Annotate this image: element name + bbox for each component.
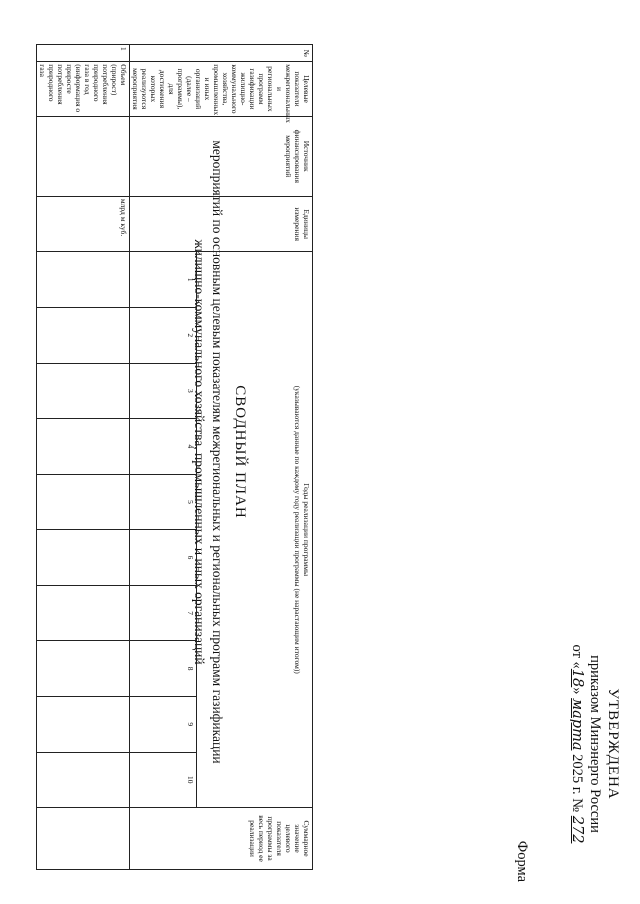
year-number: 7: [130, 585, 197, 641]
header-no: №: [130, 45, 313, 62]
row-indicator: Объем (прирост) потребления природного газа в год (информация о приросте потребления природного газа: [37, 62, 130, 116]
approval-block: [568, 629, 622, 859]
header-source: Источник финансирования мероприятий: [130, 116, 313, 196]
row-year-cell: [37, 585, 130, 641]
year-number: 9: [130, 696, 197, 752]
date-day: 18: [569, 668, 585, 688]
row-year-cell: [37, 308, 130, 364]
date-prefix: от «: [569, 644, 585, 669]
row-year-cell: [37, 641, 130, 697]
approval-date-line: [568, 629, 586, 859]
header-unit: Единицы измерения: [130, 196, 313, 252]
approval-stamp: УТВЕРЖДЕНА: [605, 688, 621, 800]
row-unit: млрд м куб.: [37, 196, 130, 252]
year-number: 1: [130, 252, 197, 308]
row-year-cell: [37, 530, 130, 586]
year-number: 4: [130, 419, 197, 475]
subtitle-line-2: жилищно-коммунального хозяйства, промышленных и иных организаций: [192, 239, 207, 665]
header-years-title: Годы реализации программы: [302, 483, 311, 577]
date-month: марта: [569, 698, 585, 751]
approval-order-line: приказом Минэнерго России: [587, 655, 603, 833]
plan-table: [36, 44, 313, 870]
row-year-cell: [37, 363, 130, 419]
date-mid: »: [569, 687, 585, 695]
row-year-cell: [37, 474, 130, 530]
year-number: 6: [130, 530, 197, 586]
date-year: 2025 г. №: [569, 754, 585, 813]
row-number: 1: [37, 45, 130, 62]
subtitle-line-1: мероприятий по основным целевым показателям межрегиональных и региональных программ газификации: [210, 140, 225, 764]
header-total: Суммарное значение целевого показателя программы за весь период ее реализации: [130, 808, 313, 870]
row-year-cell: [37, 752, 130, 808]
row-total-cell: [37, 808, 130, 870]
header-row: [196, 45, 312, 870]
form-label: Форма: [514, 840, 530, 882]
row-year-cell: [37, 252, 130, 308]
header-years: [196, 252, 312, 808]
order-number: 272: [569, 815, 585, 844]
year-number: 2: [130, 308, 197, 364]
row-year-cell: [37, 419, 130, 475]
year-number: 3: [130, 363, 197, 419]
header-years-note: (указываются данные по каждому году реализации программы (не нарастающим итогом)): [293, 385, 302, 674]
year-number: 10: [130, 752, 197, 808]
header-indicator: Целевые показатели межрегиональных и региональных программ газификации жилищно-коммунального хозяйства, промышленных и иных организаций (далее – программы), для достижения которых реализуются мероприятия: [130, 62, 313, 116]
row-source: [37, 116, 130, 196]
table-row: [37, 45, 130, 870]
document-title: СВОДНЫЙ ПЛАН: [232, 385, 248, 519]
year-number: 8: [130, 641, 197, 697]
row-year-cell: [37, 696, 130, 752]
year-number: 5: [130, 474, 197, 530]
